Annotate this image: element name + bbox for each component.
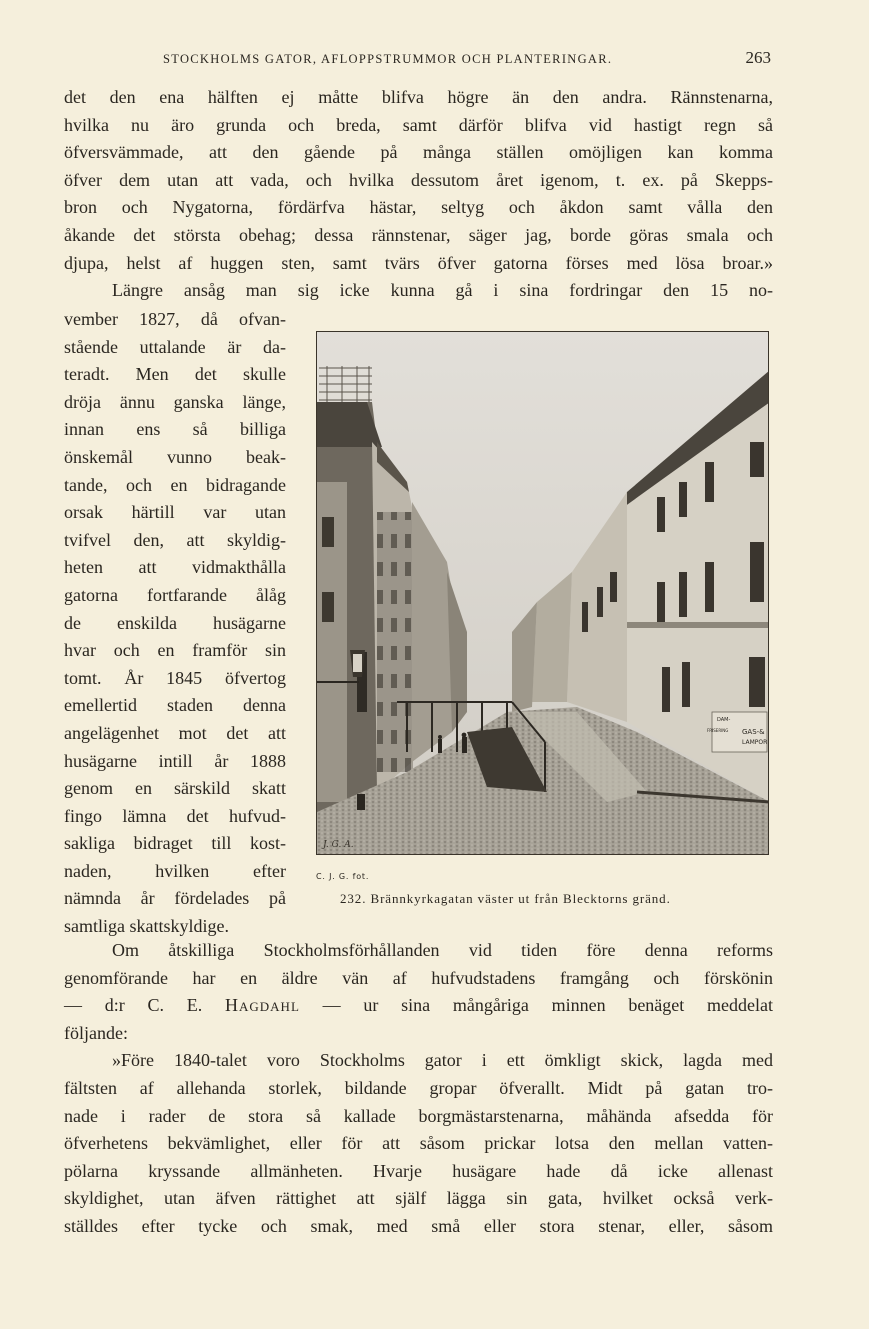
side-line: tande, och en bidragande xyxy=(64,474,286,495)
text-line: Om åtskilliga Stockholmsförhållanden vid tiden före denna reforms xyxy=(112,940,773,960)
page-header xyxy=(0,48,869,70)
text-line: ställdes efter tycke och smak, med små eller stora stenar, eller, såsom xyxy=(64,1215,773,1236)
side-line: heten att vidmakthålla xyxy=(64,557,286,578)
author-name: Hagdahl xyxy=(225,995,300,1016)
side-line: nämnda år fördelades på xyxy=(64,888,286,909)
text-line: djupa, helst af huggen sten, samt tvärs öfver gatorna förses med lösa broar.» xyxy=(64,252,773,273)
text-fragment: — d:r C. E. xyxy=(64,995,225,1016)
shop-sign-line: DAM- xyxy=(717,717,731,723)
side-line: tvifvel den, att skyldig- xyxy=(64,529,286,550)
text-line: skyldighet, utan äfven rättighet att själf lägga sin gata, hvilket också verk- xyxy=(64,1188,773,1209)
side-line: sakliga bidraget till kost- xyxy=(64,833,286,854)
side-line: fingo lämna det hufvud- xyxy=(64,805,286,826)
side-line: genom en särskild skatt xyxy=(64,778,286,799)
side-line: tomt. År 1845 öfvertog xyxy=(64,667,286,688)
side-line: dröja ännu ganska länge, xyxy=(64,391,286,412)
side-line: teradt. Men det skulle xyxy=(64,364,286,385)
photo-signature: J. G. A. xyxy=(323,840,354,850)
text-line: »Före 1840-talet voro Stockholms gator i ett ömkligt skick, lagda med xyxy=(112,1050,773,1071)
figure-caption: 232. Brännkyrkagatan väster ut från Blecktorns gränd. xyxy=(340,891,671,906)
text-line: öfverhetens bekvämlighet, eller för att såsom prickar lotsa den mellan vatten- xyxy=(64,1133,773,1154)
side-line: gatorna fortfarande ålåg xyxy=(64,584,286,605)
text-line: pölarna kryssande allmänheten. Hvarje husägare hade då icke allenast xyxy=(64,1160,773,1181)
text-line: det den ena hälften ej måtte blifva högre än den andra. Rännstenarna, xyxy=(64,87,773,107)
running-title: STOCKHOLMS GATOR, AFLOPPSTRUMMOR OCH PLANTERINGAR. xyxy=(163,52,613,66)
shop-sign-line: GAS-& xyxy=(742,728,765,736)
text-line: följande: xyxy=(64,1022,128,1043)
text-line: nade i rader de stora så kallade borgmästarstenarna, måhända afsedda för xyxy=(64,1105,773,1126)
side-line: samtliga skattskyldige. xyxy=(64,916,229,937)
side-line: stående uttalande är da- xyxy=(64,336,286,357)
side-line: innan ens så billiga xyxy=(64,419,286,440)
text-line: genomförande har en äldre vän af hufvudstadens framgång och förskönin xyxy=(64,967,773,988)
lower-paragraphs xyxy=(64,937,773,1241)
shop-sign-line: LAMPOR xyxy=(742,739,768,746)
side-line: naden, hvilken efter xyxy=(64,860,286,881)
side-line: emellertid staden denna xyxy=(64,695,286,716)
text-line: hvilka nu äro grunda och breda, samt därför blifva vid hastigt regn så xyxy=(64,114,773,135)
street-photograph xyxy=(316,331,769,855)
side-line: hvar och en framför sin xyxy=(64,640,286,661)
text-line: bron och Nygatorna, fördärfva hästar, seltyg och åkdon samt vålla den xyxy=(64,197,773,218)
side-line: de enskilda husägarne xyxy=(64,612,286,633)
text-line: öfversvämmade, att den gående på många ställen omöjligen kan komma xyxy=(64,142,773,163)
text-line: öfver dem utan att vada, och hvilka dessutom året igenom, t. ex. på Skepps- xyxy=(64,169,773,190)
side-line: vember 1827, då ofvan- xyxy=(64,309,286,329)
top-paragraph xyxy=(64,84,773,305)
text-line: fältsten af allehanda storlek, bildande gropar öfverallt. Midt på gatan tro- xyxy=(64,1077,773,1098)
text-line: Längre ansåg man sig icke kunna gå i sina fordringar den 15 no- xyxy=(112,280,773,301)
side-column-text xyxy=(64,306,286,941)
photo-illustration xyxy=(317,332,769,855)
side-line: husägarne intill år 1888 xyxy=(64,750,286,771)
photo-credit: C. J. G. fot. xyxy=(316,872,370,881)
side-line: angelägenhet mot det att xyxy=(64,722,286,743)
text-line xyxy=(64,992,773,1020)
shop-sign-line: FRISERING xyxy=(707,728,729,733)
page-number: 263 xyxy=(745,48,771,67)
side-line: orsak härtill var utan xyxy=(64,502,286,523)
text-line: åkande det största obehag; dessa rännstenar, säger jag, borde göras smala och xyxy=(64,224,773,245)
text-fragment: — ur sina mångåriga minnen benäget meddelat xyxy=(299,995,774,1016)
side-line: önskemål vunno beak- xyxy=(64,446,286,467)
